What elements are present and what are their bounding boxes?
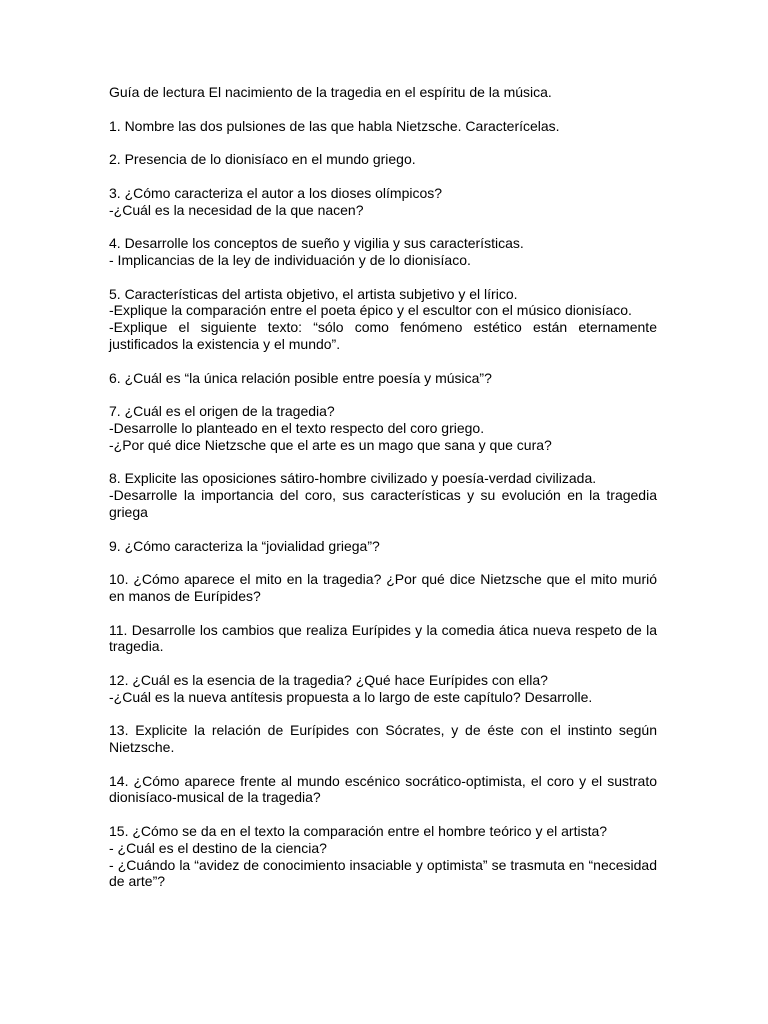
question-8 — [109, 470, 657, 520]
question-11 — [109, 622, 657, 656]
question-12 — [109, 672, 657, 706]
sub-question-line: - ¿Cuándo la “avidez de conocimiento insaciable y optimista” se trasmuta en “necesidad de arte”? — [109, 856, 657, 890]
sub-question-line: -¿Por qué dice Nietzsche que el arte es un mago que sana y que cura? — [109, 436, 552, 453]
question-line: 13. Explicite la relación de Eurípides con Sócrates, y de éste con el instinto según Nietzsche. — [109, 722, 657, 756]
question-5 — [109, 286, 657, 353]
question-6 — [109, 370, 657, 387]
sub-question-line: -Desarrolle la importancia del coro, sus características y su evolución en la tragedia griega — [109, 487, 657, 520]
question-line: 6. ¿Cuál es “la única relación posible entre poesía y música”? — [109, 369, 492, 386]
question-line: 2. Presencia de lo dionisíaco en el mundo griego. — [109, 151, 416, 168]
sub-question-line: -Explique el siguiente texto: “sólo como fenómeno estético están eternamente justificados la existencia y el mundo”. — [109, 319, 657, 352]
question-line: 1. Nombre las dos pulsiones de las que habla Nietzsche. Caracterícelas. — [109, 117, 560, 134]
document-title: Guía de lectura El nacimiento de la tragedia en el espíritu de la música. — [109, 84, 552, 100]
question-line: 3. ¿Cómo caracteriza el autor a los dioses olímpicos? — [109, 184, 443, 201]
sub-question-line: - Implicancias de la ley de individuación y de lo dionisíaco. — [109, 251, 471, 268]
question-10 — [109, 571, 657, 605]
question-line: 5. Características del artista objetivo, el artista subjetivo y el lírico. — [109, 285, 518, 302]
sub-question-line: - ¿Cuál es el destino de la ciencia? — [109, 839, 327, 856]
question-14 — [109, 773, 657, 807]
question-line: 9. ¿Cómo caracteriza la “jovialidad griega”? — [109, 537, 380, 554]
question-4 — [109, 235, 657, 269]
question-7 — [109, 403, 657, 453]
question-2 — [109, 151, 657, 168]
question-line: 11. Desarrolle los cambios que realiza Eurípides y la comedia ática nueva respeto de la tragedia. — [109, 621, 657, 655]
question-line: 12. ¿Cuál es la esencia de la tragedia? ¿Qué hace Eurípides con ella? — [109, 671, 548, 688]
sub-question-line: -¿Cuál es la necesidad de la que nacen? — [109, 201, 364, 218]
question-line: 14. ¿Cómo aparece frente al mundo escénico socrático-optimista, el coro y el sustrato dionisíaco-musical de la tragedia? — [109, 772, 657, 806]
question-line: 7. ¿Cuál es el origen de la tragedia? — [109, 403, 335, 420]
document-page — [109, 84, 657, 907]
sub-question-line: -Desarrolle lo planteado en el texto respecto del coro griego. — [109, 419, 485, 436]
question-15 — [109, 823, 657, 890]
question-9 — [109, 538, 657, 555]
question-13 — [109, 722, 657, 756]
question-line: 8. Explicite las oposiciones sátiro-hombre civilizado y poesía-verdad civilizada. — [109, 470, 597, 487]
sub-question-line: -Explique la comparación entre el poeta épico y el escultor con el músico dionisíaco. — [109, 302, 632, 319]
question-3 — [109, 185, 657, 219]
question-line: 4. Desarrolle los conceptos de sueño y vigilia y sus características. — [109, 235, 524, 252]
question-line: 15. ¿Cómo se da en el texto la comparación entre el hombre teórico y el artista? — [109, 823, 608, 840]
sub-question-line: -¿Cuál es la nueva antítesis propuesta a lo largo de este capítulo? Desarrolle. — [109, 688, 593, 705]
question-1 — [109, 118, 657, 135]
question-line: 10. ¿Cómo aparece el mito en la tragedia? ¿Por qué dice Nietzsche que el mito murió en manos de Eurípides? — [109, 571, 657, 604]
